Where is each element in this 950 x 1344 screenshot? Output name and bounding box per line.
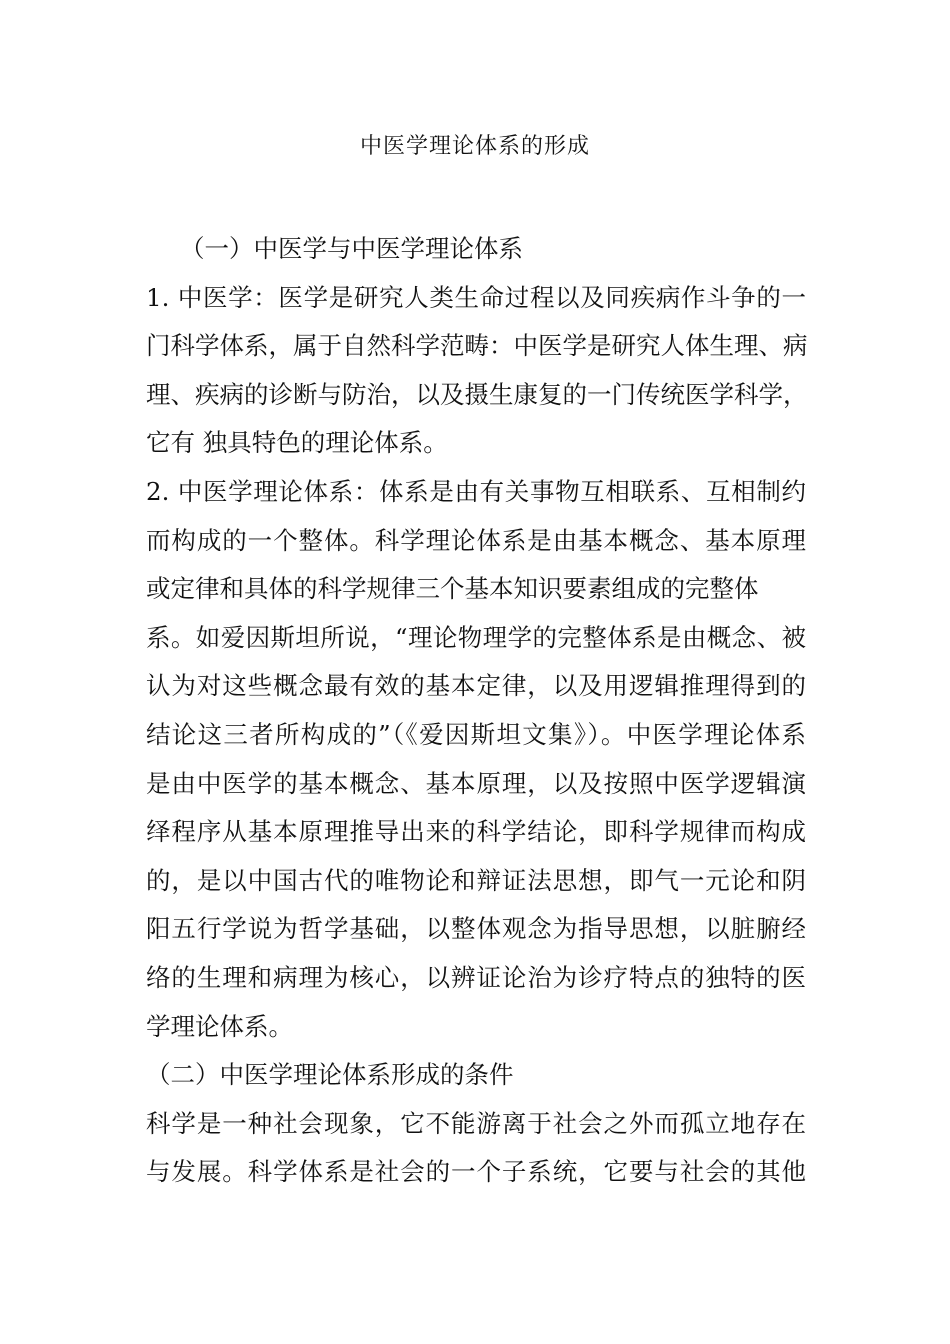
paragraph-3-line: 与发展。科学体系是社会的一个子系统，它要与社会的其他 <box>146 1157 806 1187</box>
paragraph-2-line: 阳五行学说为哲学基础，以整体观念为指导思想，以脏腑经 <box>146 914 806 944</box>
paragraph-1-line: 它有 独具特色的理论体系。 <box>146 428 448 458</box>
paragraph-2-line: 是由中医学的基本概念、基本原理，以及按照中医学逻辑演 <box>146 768 806 798</box>
paragraph-2-line: 络的生理和病理为核心，以辨证论治为诊疗特点的独特的医 <box>146 962 806 992</box>
paragraph-2-line: 2. 中医学理论体系：体系是由有关事物互相联系、互相制约 <box>146 476 806 506</box>
paragraph-2-line: 认为对这些概念最有效的基本定律，以及用逻辑推理得到的 <box>146 671 806 701</box>
document-title: 中医学理论体系的形成 <box>359 134 590 159</box>
paragraph-2-line: 或定律和具体的科学规律三个基本知识要素组成的完整体 <box>146 574 759 604</box>
section-heading-1: （一）中医学与中医学理论体系 <box>180 234 523 263</box>
paragraph-1-line: 1. 中医学：医学是研究人类生命过程以及同疾病作斗争的一 <box>146 282 806 312</box>
paragraph-2-line: 学理论体系。 <box>146 1011 293 1041</box>
paragraph-3-line: 科学是一种社会现象，它不能游离于社会之外而孤立地存在 <box>146 1108 806 1138</box>
paragraph-2-line: 绎程序从基本原理推导出来的科学结论，即科学规律而构成 <box>146 817 806 847</box>
paragraph-2-line: 系。如爱因斯坦所说，“理论物理学的完整体系是由概念、被 <box>146 622 806 652</box>
paragraph-1-line: 门科学体系，属于自然科学范畴：中医学是研究人体生理、病 <box>146 331 808 361</box>
paragraph-2-line: 结论这三者所构成的”（《爱因斯坦文集》）。中医学理论体系 <box>146 719 806 749</box>
document-body <box>146 231 806 1203</box>
paragraph-2-line: 的，是以中国古代的唯物论和辩证法思想，即气一元论和阴 <box>146 865 806 895</box>
paragraph-1-line: 理、疾病的诊断与防治，以及摄生康复的一门传统医学科学， <box>146 379 808 409</box>
section-heading-2: （二）中医学理论体系形成的条件 <box>146 1060 514 1090</box>
paragraph-2-line: 而构成的一个整体。科学理论体系是由基本概念、基本原理 <box>146 525 806 555</box>
